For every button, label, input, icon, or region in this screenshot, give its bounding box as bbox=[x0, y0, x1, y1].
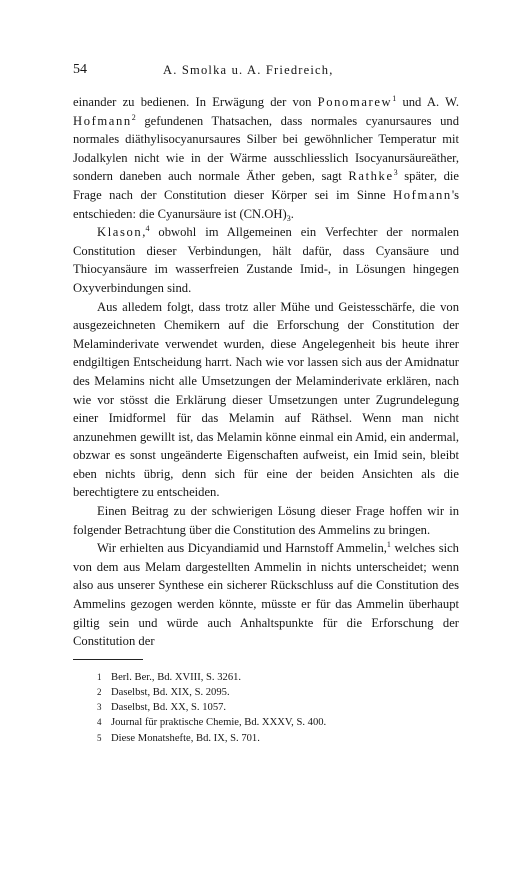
paragraph-5 bbox=[73, 539, 459, 651]
page-header bbox=[73, 62, 459, 82]
page-number: 54 bbox=[73, 62, 87, 77]
footnote-text: Journal für praktische Chemie, Bd. XXXV, S. 400. bbox=[111, 717, 327, 729]
text-span: einander zu bedienen. In Erwägung der von bbox=[73, 95, 318, 109]
paragraph-1 bbox=[73, 93, 459, 223]
paragraph-3: Aus alledem folgt, dass trotz aller Mühe und Geistesschärfe, die von ausgezeichneten Chemikern auf die Erforschung der Constitution der Melaminderivate verwendet wurden, diese Angelegenheit bis heute ihrer endgiltigen Entscheidung harrt. Nach wie vor lassen sich aus der Amidnatur des Melamins nicht alle Umsetzungen der Melaminderivate erklären, nach wie vor stösst die Erklärung dieser Umsetzungen unter Zugrundelegung einer Imidformel für das Melamin auf Räthsel. Wenn man nicht anzunehmen gewillt ist, das Melamin könne einmal ein Amid, ein andermal, obzwar es sonst ungeänderte Eigenschaften aufweist, ein Imid sein, bleibt eben nichts übrig, denn sich für eine der beiden Ansichten als die berechtigtere zu entscheiden. bbox=[73, 299, 459, 500]
footnote bbox=[97, 670, 459, 685]
footnote-number: 1 bbox=[97, 671, 102, 682]
text-span: , bbox=[142, 225, 146, 240]
footnote-text: Daselbst, Bd. XIX, S. 2095. bbox=[111, 687, 230, 699]
footnote-number: 3 bbox=[97, 702, 102, 713]
footnote-ref: 3 bbox=[393, 168, 398, 178]
author-name: Rathke bbox=[348, 169, 394, 184]
footnote-number: 5 bbox=[97, 732, 102, 743]
footnote-divider bbox=[73, 659, 143, 660]
footnote-text: Berl. Ber., Bd. XVIII, S. 3261. bbox=[111, 671, 242, 683]
footnote bbox=[97, 700, 459, 715]
footnote-ref: 1 bbox=[386, 540, 391, 550]
text-span: Wir erhielten aus Dicyandiamid und Harnstoff Ammelin, bbox=[97, 541, 387, 556]
footnote-number: 2 bbox=[97, 687, 102, 698]
footnote-ref: 1 bbox=[392, 94, 397, 103]
text-span: und A. W. bbox=[396, 95, 459, 109]
footnote-ref: 2 bbox=[131, 112, 136, 122]
footnote-text: Daselbst, Bd. XX, S. 1057. bbox=[111, 702, 227, 714]
footnote-text: Diese Monatshefte, Bd. IX, S. 701. bbox=[111, 732, 260, 744]
text-span: später, die Frage nach der Constitution dieser Körper sei im Sinne bbox=[73, 169, 459, 202]
running-head: A. Smolka u. A. Friedreich, bbox=[163, 63, 334, 77]
footnotes bbox=[73, 670, 459, 746]
footnote bbox=[97, 715, 459, 730]
text-span: 's entschieden: die Cyanursäure ist (CN.OH) bbox=[73, 187, 459, 221]
body-text bbox=[73, 93, 459, 651]
footnote bbox=[97, 685, 459, 700]
footnote bbox=[97, 731, 459, 746]
text-span: obwohl im Allgemeinen ein Verfechter der normalen Constitution dieser Verbindungen, hält dafür, dass Cyansäure und Thiocyansäure im wasserfreien Zustande Imid-, in Lösungen hingegen Oxyverbindungen sind. bbox=[73, 225, 459, 295]
author-name: Hofmann bbox=[73, 113, 132, 128]
page bbox=[73, 62, 459, 746]
text-span: . bbox=[290, 206, 294, 221]
text-span: gefundenen Thatsachen, dass normales cyanursaures und normales diäthylisocyanursaures Silber bei gewöhnlicher Temperatur mit Jodalkylen nicht wie in der Wärme ausschliesslich Isocyanursäureäther, sondern daneben auch normale Äther geben, sagt bbox=[73, 113, 459, 184]
author-name: Hofmann bbox=[393, 187, 452, 202]
author-name: Ponomarew bbox=[317, 95, 393, 109]
footnote-number: 4 bbox=[97, 717, 102, 728]
paragraph-2 bbox=[73, 223, 459, 297]
paragraph-4: Einen Beitrag zu der schwierigen Lösung dieser Frage hoffen wir in folgender Betrachtung über die Constitution des Ammelins zu bringen. bbox=[73, 504, 459, 537]
footnote-ref: 4 bbox=[145, 224, 150, 234]
author-name: Klason bbox=[97, 225, 143, 240]
subscript: 3 bbox=[286, 213, 291, 223]
text-span: welches sich von dem aus Melam dargestellten Ammelin in nichts unterscheidet; wenn also aus unserer Synthese ein sicherer Rückschluss auf die Constitution des Ammelins gezogen werden könnte, müsste er für das Ammelin überhaupt giltig sein und würde auch Anhaltspunkte für die Erforschung der Constitution der bbox=[73, 541, 459, 649]
